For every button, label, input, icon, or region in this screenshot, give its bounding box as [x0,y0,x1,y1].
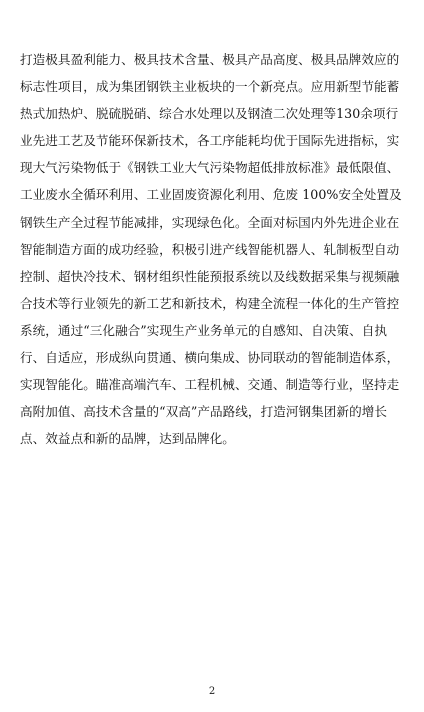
paragraph-line-4: 业先进工艺及节能环保新技术，各工序能耗均优于国际先进指标，实 [20,133,400,149]
paragraph-line-1: 打造极具盈利能力、极具技术含量、极具产品高度、极具品牌效应的 [20,52,400,67]
paragraph-line-13: 实现智能化。瞄准高端汽车、工程机械、交通、制造等行业，坚持走 [20,377,400,393]
paragraph-line-10: 合技术等行业领先的新工艺和新技术，构建全流程一体化的生产管控 [20,295,400,311]
paragraph-line-3: 热式加热炉、脱硫脱硝、综合水处理以及钢渣二次处理等130余项行 [20,106,399,122]
paragraph-line-9: 控制、超快冷技术、钢材组织性能预报系统以及线数据采集与视频融 [20,268,400,284]
page-number: 2 [208,686,216,697]
paragraph-line-15: 点、效益点和新的品牌，达到品牌化。 [20,431,235,447]
body-paragraph [20,46,404,452]
paragraph-line-11: 系统，通过“三化融合”实现生产业务单元的自感知、自决策、自执 [20,322,388,338]
paragraph-line-2: 标志性项目，成为集团钢铁主业板块的一个新亮点。应用新型节能蓄 [20,79,400,95]
paragraph-line-12: 行、自适应，形成纵向贯通、横向集成、协同联动的智能制造体系， [20,350,400,366]
paragraph-line-8: 智能制造方面的成功经验，积极引进产线智能机器人、轧制板型自动 [20,241,400,257]
paragraph-line-14: 高附加值、高技术含量的“双高”产品路线，打造河钢集团新的增长 [20,404,388,420]
paragraph-line-6: 工业废水全循环利用、工业固废资源化利用、危废 100%安全处置及 [20,187,402,203]
paragraph-line-7: 钢铁生产全过程节能减排，实现绿色化。全面对标国内外先进企业在 [20,214,400,230]
paragraph-line-5: 现大气污染物低于《钢铁工业大气污染物超低排放标准》最低限值、 [20,160,400,176]
